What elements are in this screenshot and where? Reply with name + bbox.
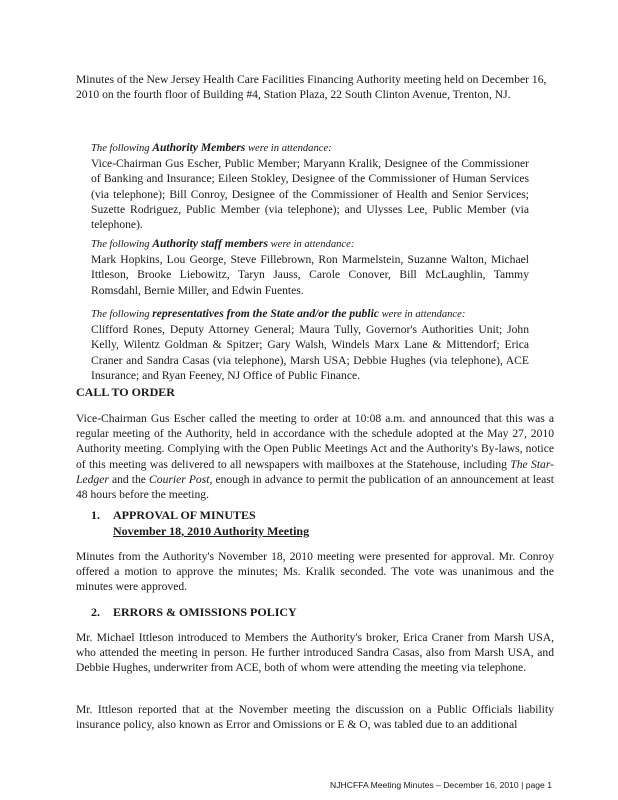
section-2-heading: 2. ERRORS & OMISSIONS POLICY: [91, 605, 297, 619]
section-2-paragraph-2: Mr. Ittleson reported that at the November meeting the discussion on a Public Officials liability insurance policy, also known as Error and Omissions or E & O, was tabled due to an additional: [76, 703, 554, 732]
members-list: Vice-Chairman Gus Escher, Public Member; Maryann Kralik, Designee of the Commissioner of Banking and Insurance; Eileen Stokley, Designee of the Commissioner of Human Services (via telephone); Bill Conroy, Designee of the Commissioner of Health and Senior Services; Suzette Rodriguez, Public Member (via telephone); and Ulysses Lee, Public Member (via telephone).: [91, 157, 529, 232]
section-1-heading: 1. APPROVAL OF MINUTES November 18, 2010 Authority Meeting: [91, 508, 310, 538]
reps-list: Clifford Rones, Deputy Attorney General; Maura Tully, Governor's Authorities Unit; John Kelly, Wilentz Goldman & Spitzer; Gary Walsh, Windels Marx Lane & Mittendorf; Erica Craner and Sandra Casas (via telephone), Marsh USA; Debbie Hughes (via telephone), ACE Insurance; and Ryan Feeney, NJ Office of Public Finance.: [91, 323, 529, 382]
staff-attendance: [91, 236, 529, 298]
call-to-order-heading: CALL TO ORDER: [76, 385, 175, 399]
members-attendance: [91, 140, 529, 232]
staff-heading: The following Authority staff members were in attendance:: [91, 237, 355, 250]
newspaper-courier-post: Courier Post,: [149, 472, 213, 486]
newspaper-star-ledger: The Star-Ledger: [76, 457, 554, 486]
reps-heading: The following representatives from the State and/or the public were in attendance:: [91, 307, 466, 320]
page-footer: NJHCFFA Meeting Minutes – December 16, 2010 | page 1: [330, 780, 552, 790]
section-2-paragraph-1: Mr. Michael Ittleson introduced to Members the Authority's broker, Erica Craner from Marsh USA, who attended the meeting in person. He further introduced Sandra Casas, also from Marsh USA, and Debbie Hughes, underwriter from ACE, both of whom were attending the meeting via telephone.: [76, 631, 554, 675]
members-heading: The following Authority Members were in attendance:: [91, 141, 332, 154]
section-1-paragraph: Minutes from the Authority's November 18, 2010 meeting were presented for approval. Mr. Conroy offered a motion to approve the minutes; Ms. Kralik seconded. The vote was unanimous and the minutes were approved.: [76, 550, 554, 594]
section-1-subtitle: November 18, 2010 Authority Meeting: [113, 523, 310, 538]
call-to-order-paragraph: Vice-Chairman Gus Escher called the meeting to order at 10:08 a.m. and announced that this was a regular meeting of the Authority, held in accordance with the schedule adopted at the May 27, 2010 Authority meeting. Complying with the Open Public Meetings Act and the Authority's By-laws, notice of this meeting was delivered to all newspapers with mailboxes at the Statehouse, including The Star-Ledger and the Courier Post, enough in advance to permit the publication of an announcement at least 48 hours before the meeting.: [76, 412, 554, 502]
staff-list: Mark Hopkins, Lou George, Steve Fillebrown, Ron Marmelstein, Suzanne Walton, Michael Ittleson, Brooke Liebowitz, Taryn Jauss, Carole Conover, Bill McLaughlin, Tammy Romsdahl, Bernie Miller, and Edwin Fuentes.: [91, 253, 529, 297]
intro-paragraph: Minutes of the New Jersey Health Care Facilities Financing Authority meeting held on December 16, 2010 on the fourth floor of Building #4, Station Plaza, 22 South Clinton Avenue, Trenton, NJ.: [76, 73, 547, 102]
reps-attendance: [91, 306, 529, 383]
